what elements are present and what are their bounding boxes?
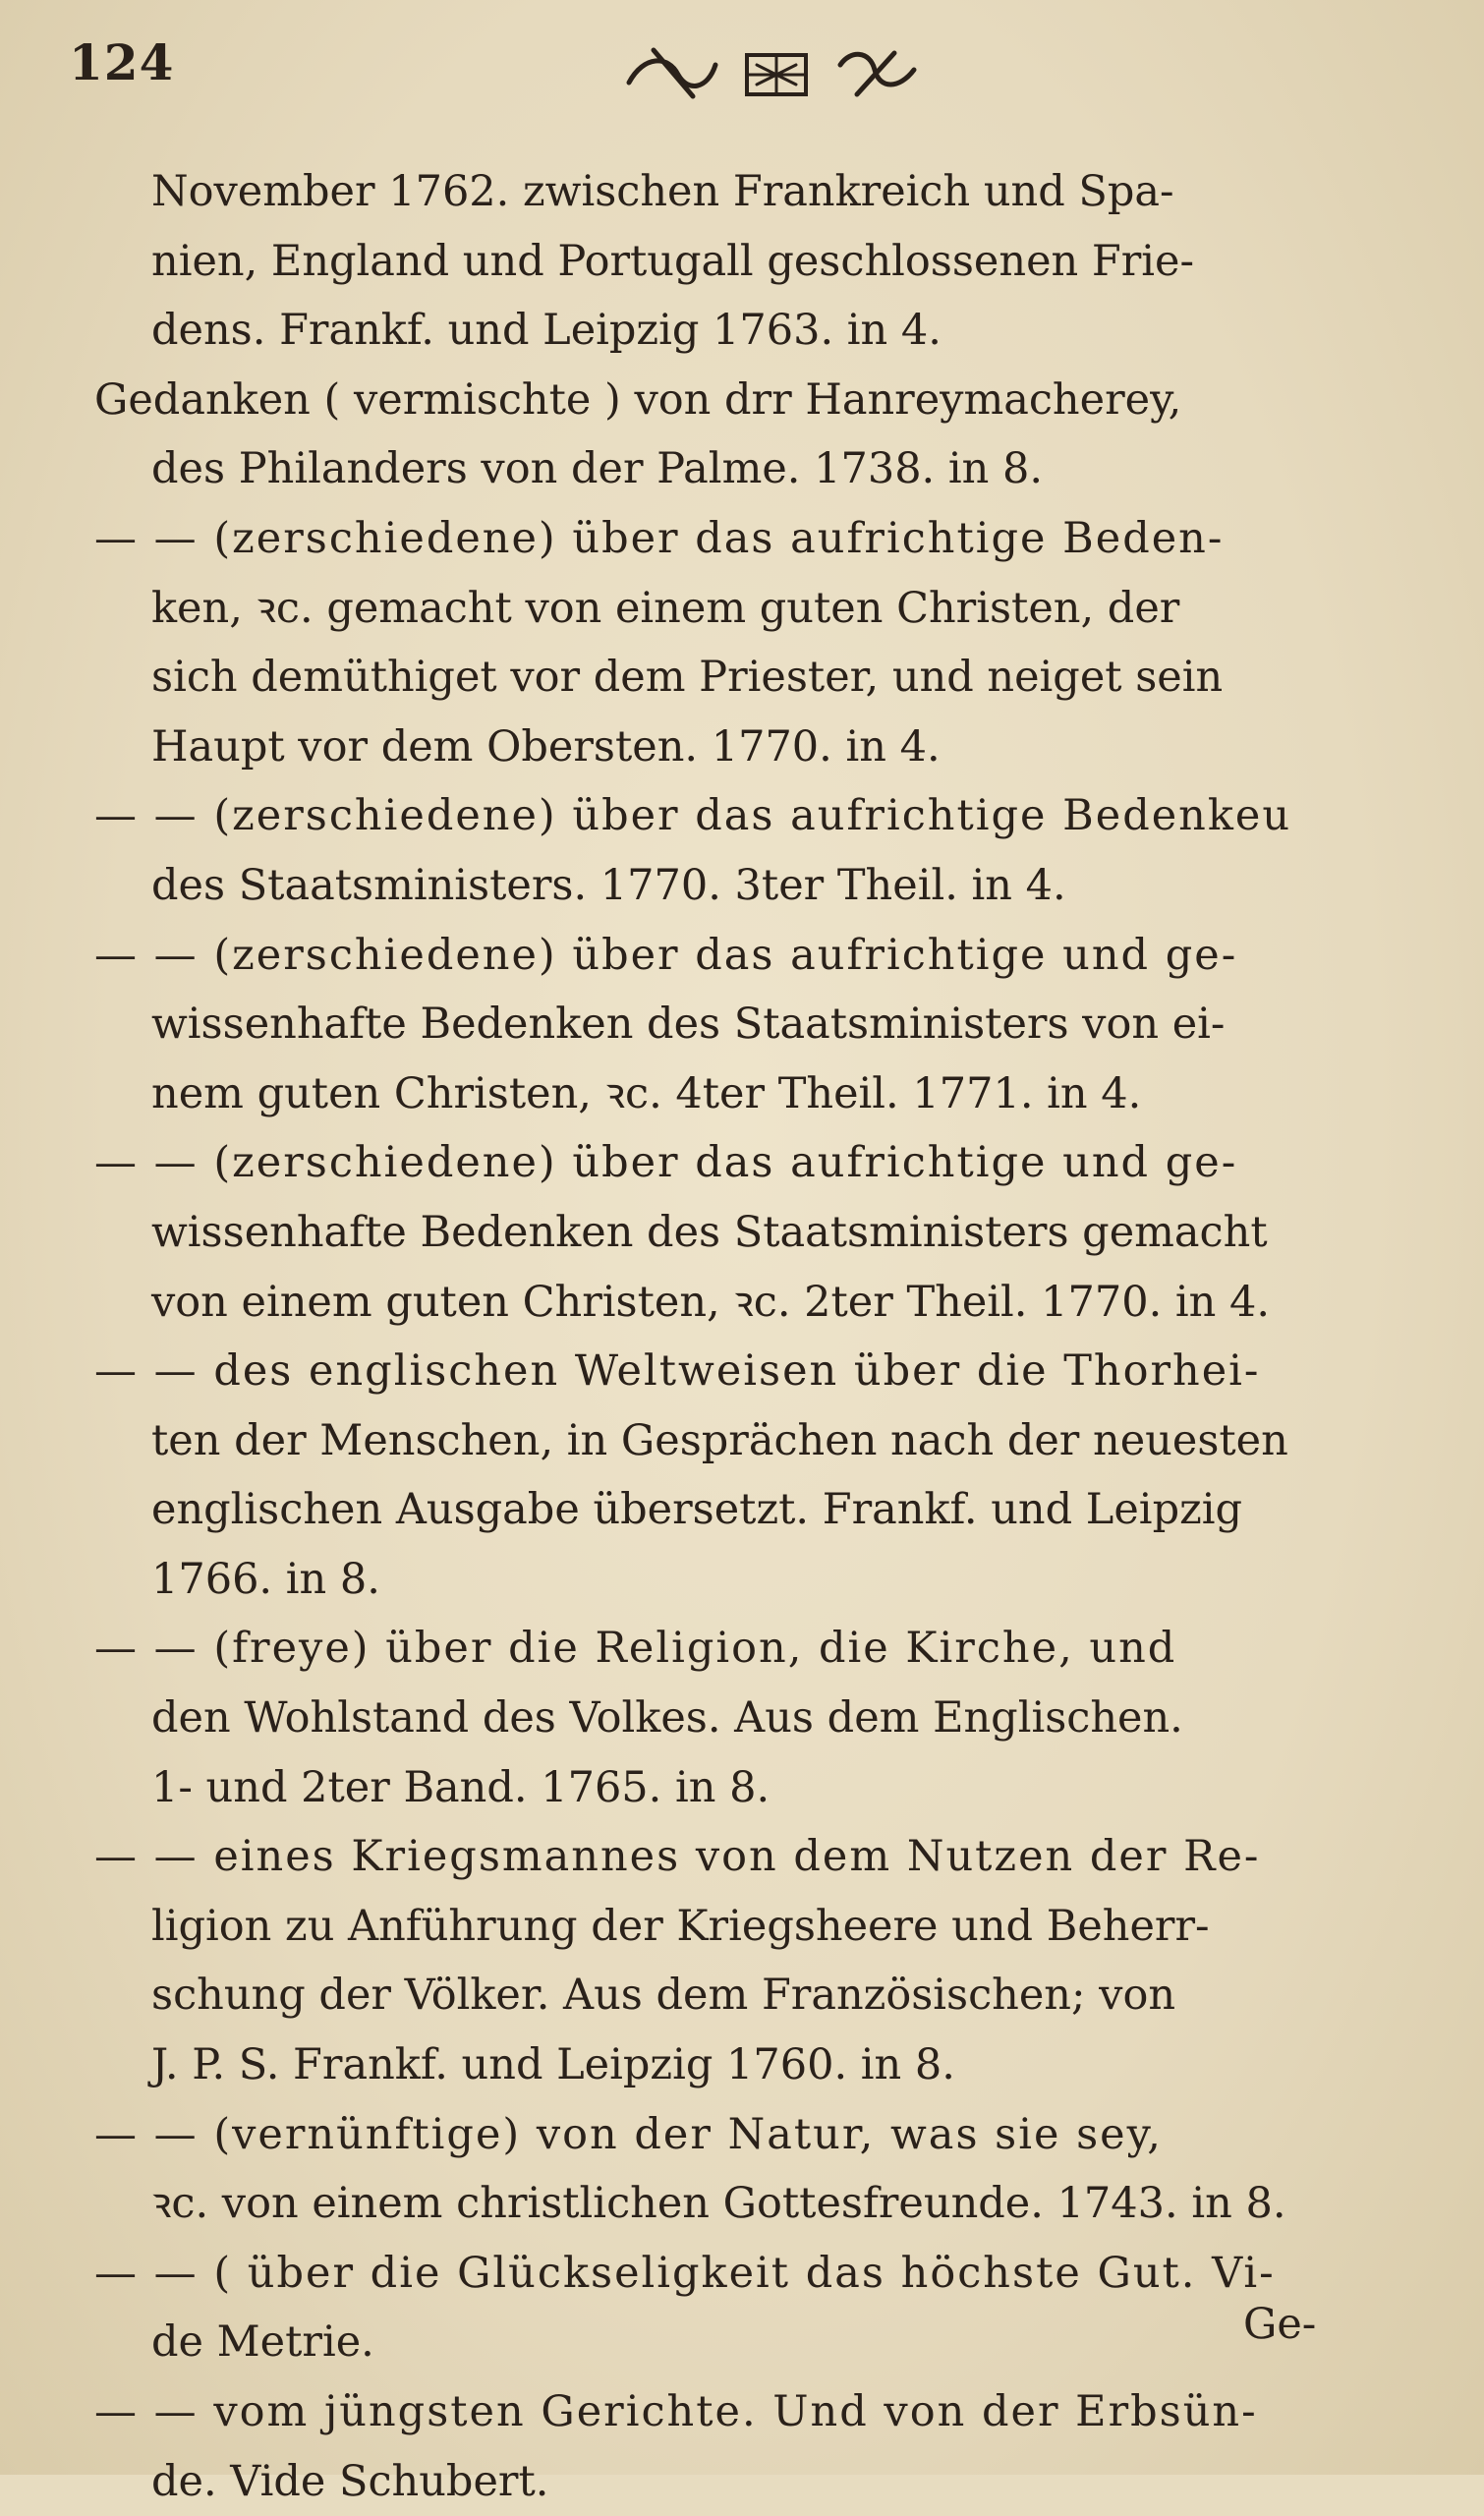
text-line: 1766. in 8. xyxy=(151,1554,380,1604)
text-line: ꝛc. von einem christlichen Gottesfreunde. 1743. in 8. xyxy=(151,2179,1286,2229)
text-line: wissenhafte Bedenken des Staatsministers gemacht xyxy=(151,1207,1268,1257)
text-line: de Metrie. xyxy=(151,2317,374,2368)
text-line: nem guten Christen, ꝛc. 4ter Theil. 1771. in 4. xyxy=(151,1068,1142,1118)
text-line: — — (zerschiedene) über das aufrichtige und ge- xyxy=(94,1138,1238,1188)
text-line: ligion zu Anführung der Kriegsheere und Beherr- xyxy=(151,1901,1210,1951)
text-line: Haupt vor dem Obersten. 1770. in 4. xyxy=(151,721,941,772)
text-line: sich demüthiget vor dem Priester, und neiget sein xyxy=(151,653,1224,703)
text-line: von einem guten Christen, ꝛc. 2ter Theil. 1770. in 4. xyxy=(151,1277,1271,1327)
text-line: dens. Frankf. und Leipzig 1763. in 4. xyxy=(151,306,942,356)
text-line: — — (zerschiedene) über das aufrichtige Bedenkeu xyxy=(94,791,1292,841)
text-line: Gedanken ( vermischte ) von drr Hanreymacherey, xyxy=(94,374,1182,425)
text-line: wissenhafte Bedenken des Staatsministers von ei- xyxy=(151,1000,1226,1050)
text-line: schung der Völker. Aus dem Französischen; von xyxy=(151,1971,1176,2021)
text-line: — — (zerschiedene) über das aufrichtige und ge- xyxy=(94,930,1238,980)
text-line: de. Vide Schubert. xyxy=(151,2456,549,2506)
text-line: — — (vernünftige) von der Natur, was sie sey, xyxy=(94,2109,1163,2159)
text-line: — — (freye) über die Religion, die Kirche, und xyxy=(94,1624,1177,1674)
running-header xyxy=(69,29,1415,118)
text-line: des Staatsministers. 1770. 3ter Theil. in 4. xyxy=(151,860,1066,910)
text-line: — — des englischen Weltweisen über die Thorhei- xyxy=(94,1346,1261,1397)
text-line: nien, England und Portugall geschlossenen Frie- xyxy=(151,236,1194,286)
text-line: — — ( über die Glückseligkeit das höchste Gut. Vi- xyxy=(94,2248,1276,2298)
text-line: J. P. S. Frankf. und Leipzig 1760. in 8. xyxy=(151,2040,955,2090)
text-line: den Wohlstand des Volkes. Aus dem Englischen. xyxy=(151,1693,1183,1744)
catchword: Ge- xyxy=(1243,2300,1317,2349)
bibliography-text xyxy=(94,157,1401,2516)
text-line: des Philanders von der Palme. 1738. in 8. xyxy=(151,444,1044,494)
text-line: ten der Menschen, in Gesprächen nach der neuesten xyxy=(151,1415,1288,1465)
page-number: 124 xyxy=(69,33,175,91)
text-line: 1- und 2ter Band. 1765. in 8. xyxy=(151,1762,771,1812)
header-ornament-icon xyxy=(599,35,953,104)
text-line: — — vom jüngsten Gerichte. Und von der Erbsün- xyxy=(94,2387,1258,2436)
text-line: englischen Ausgabe übersetzt. Frankf. und Leipzig xyxy=(151,1485,1243,1535)
text-line: November 1762. zwischen Frankreich und Spa- xyxy=(151,167,1174,216)
text-line: ken, ꝛc. gemacht von einem guten Christen, der xyxy=(151,583,1180,633)
text-line: — — eines Kriegsmannes von dem Nutzen der Re- xyxy=(94,1832,1261,1882)
text-line: — — (zerschiedene) über das aufrichtige Beden- xyxy=(94,513,1225,563)
